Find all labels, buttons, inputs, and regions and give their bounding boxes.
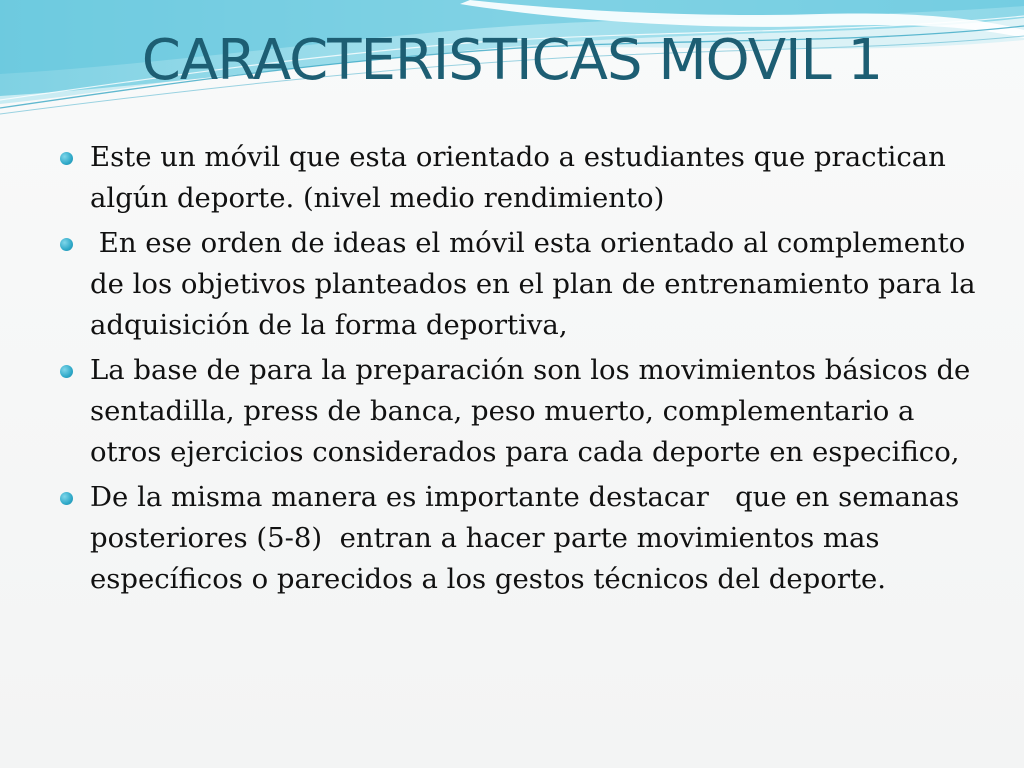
bullet-list — [58, 137, 985, 600]
bullet-text: Este un móvil que esta orientado a estudiantes que practican algún deporte. (nivel medio rendimiento) — [90, 141, 946, 214]
bullet-list-container — [58, 137, 985, 604]
bullet-item — [58, 137, 978, 219]
bullet-dot-icon — [60, 365, 73, 378]
bullet-text: De la misma manera es importante destacar que en semanas posteriores (5-8) entran a hacer parte movimientos mas específicos o parecidos a los gestos técnicos del deporte. — [90, 481, 968, 595]
bullet-dot-icon — [60, 238, 73, 251]
bullet-dot-icon — [60, 152, 73, 165]
bullet-item — [58, 477, 978, 600]
bullet-item — [58, 350, 978, 473]
bullet-dot-icon — [60, 492, 73, 505]
slide-title: CARACTERISTICAS MOVIL 1 — [141, 28, 883, 93]
bullet-text: La base de para la preparación son los movimientos básicos de sentadilla, press de banca, peso muerto, complementario a otros ejercicios considerados para cada deporte en especifico, — [90, 354, 971, 468]
bullet-text: En ese orden de ideas el móvil esta orientado al complemento de los objetivos planteados en el plan de entrenamiento para la adquisición de la forma deportiva, — [90, 227, 985, 341]
bullet-item — [58, 223, 985, 346]
